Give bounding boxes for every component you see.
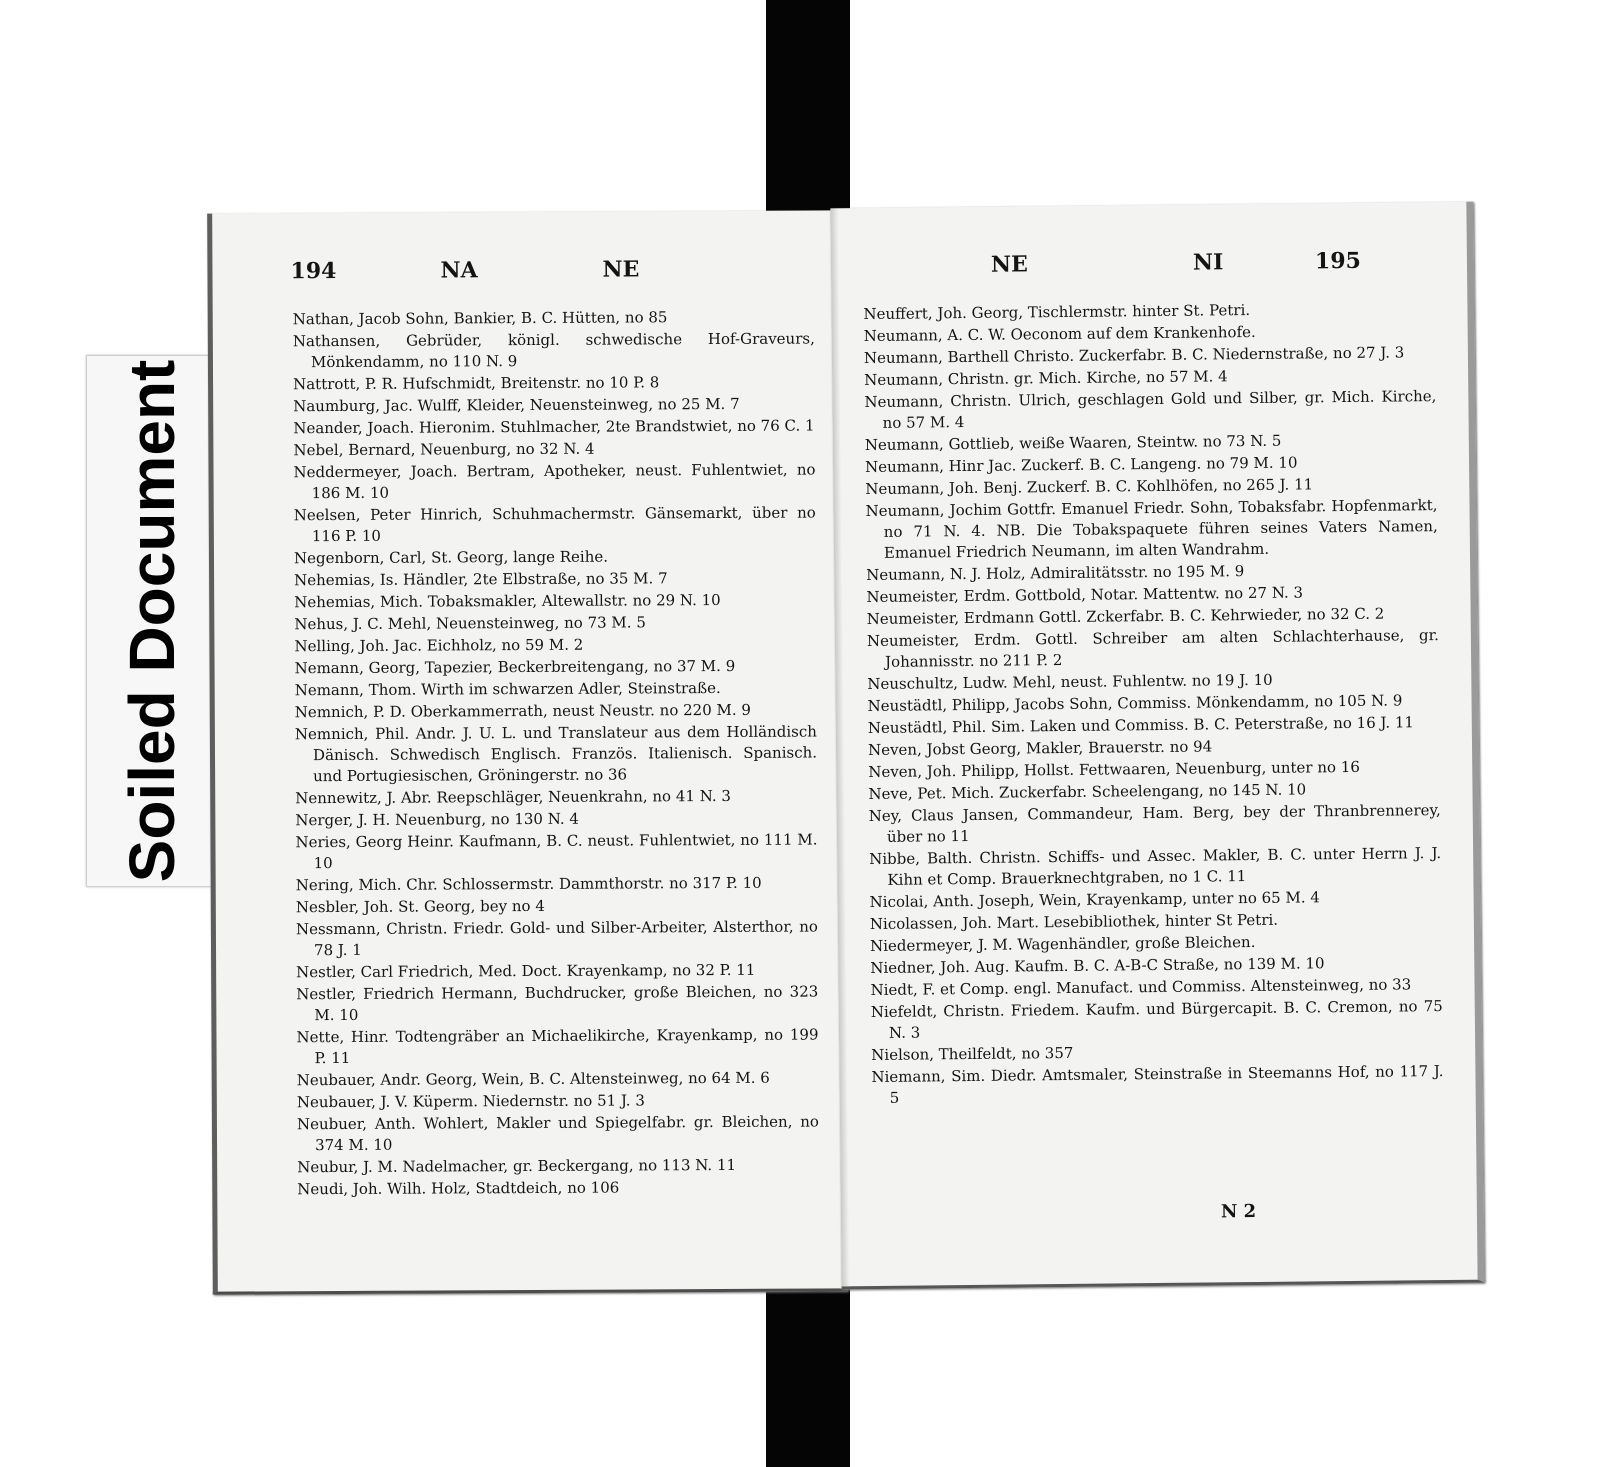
directory-entry: Nering, Mich. Chr. Schlossermstr. Dammthorstr. no 317 P. 10 — [295, 873, 762, 895]
directory-entry: Neelsen, Peter Hinrich, Schuhmachermstr. Gänsemarkt, über no 116 P. 10 — [293, 503, 816, 546]
directory-entry: Nemann, Thom. Wirth im schwarzen Adler, Steinstraße. — [294, 678, 721, 700]
directory-entry: Neven, Jobst Georg, Makler, Brauerstr. no 94 — [867, 737, 1213, 760]
directory-entry: Nibbe, Balth. Christn. Schiffs- und Assec. Makler, B. C. unter Herrn J. J. Kihn et Comp. Brauerknechtgraben, no 1 C. 11 — [869, 844, 1442, 889]
directory-entries — [863, 298, 1443, 1110]
directory-entry: Neve, Pet. Mich. Zuckerfabr. Scheelengang, no 145 N. 10 — [868, 780, 1307, 804]
directory-entry: Nattrott, P. R. Hufschmidt, Breitenstr. no 10 P. 8 — [293, 373, 660, 394]
directory-entry: Neumann, Joh. Benj. Zuckerf. B. C. Kohlhöfen, no 265 J. 11 — [865, 475, 1314, 499]
directory-entry: Nielson, Theilfeldt, no 357 — [871, 1043, 1074, 1065]
directory-entry: Neuffert, Joh. Georg, Tischlermstr. hinter St. Petri. — [863, 301, 1251, 324]
directory-entry: Nebel, Bernard, Neuenburg, no 32 N. 4 — [293, 439, 595, 460]
directory-entry: Neumeister, Erdm. Gottbold, Notar. Mattentw. no 27 N. 3 — [866, 583, 1304, 607]
directory-entry: Nemnich, Phil. Andr. J. U. L. und Translateur aus dem Holländisch Dänisch. Schwedisch Englisch. Französ. Italienisch. Spanisch. und Portugiesischen, Gröningerstr. no 36 — [294, 722, 818, 786]
directory-entry: Nemann, Georg, Tapezier, Beckerbreitengang, no 37 M. 9 — [294, 656, 736, 678]
running-head-right: NE — [602, 256, 640, 283]
directory-entry: Ney, Claus Jansen, Commandeur, Ham. Berg, bey der Thranbrennerey, über no 11 — [868, 801, 1441, 846]
directory-entry: Nestler, Friedrich Hermann, Buchdrucker, große Bleichen, no 323 M. 10 — [296, 982, 819, 1025]
directory-entry: Nicolai, Anth. Joseph, Wein, Krayenkamp, unter no 65 M. 4 — [869, 888, 1320, 912]
running-head-right: NI — [1192, 249, 1224, 276]
directory-entry: Neander, Joach. Hieronim. Stuhlmacher, 2te Brandstwiet, no 76 C. 1 — [293, 416, 815, 438]
directory-entry: Nesbler, Joh. St. Georg, bey no 4 — [295, 896, 545, 917]
directory-entry: Neumann, Jochim Gottfr. Emanuel Friedr. Sohn, Tobaksfabr. Hopfenmarkt, no 71 N. 4. NB. Die Tobakspaquete führen seines Vaters Namen, Emanuel Friedrich Neumann, im alten Wandrahm. — [865, 496, 1438, 562]
directory-entry: Neddermeyer, Joach. Bertram, Apotheker, neust. Fuhlentwiet, no 186 M. 10 — [293, 460, 816, 503]
directory-entry: Nehemias, Is. Händler, 2te Elbstraße, no 35 M. 7 — [294, 569, 668, 590]
directory-entry: Nicolassen, Joh. Mart. Lesebibliothek, hinter St Petri. — [869, 910, 1279, 934]
directory-entry: Niefeldt, Christn. Friedem. Kaufm. und Bürgercapit. B. C. Cremon, no 75 N. 3 — [870, 997, 1443, 1042]
directory-entry: Niedermeyer, J. M. Wagenhändler, große Bleichen. — [869, 932, 1256, 956]
label-text: Soiled Document — [116, 359, 188, 883]
directory-entry: Neumann, Christn. Ulrich, geschlagen Gold und Silber, gr. Mich. Kirche, no 57 M. 4 — [864, 387, 1437, 432]
directory-entry: Neumann, Christn. gr. Mich. Kirche, no 57 M. 4 — [864, 367, 1228, 390]
signature-mark: N 2 — [1220, 1200, 1257, 1223]
directory-entry: Neumann, N. J. Holz, Admiralitätsstr. no 195 M. 9 — [866, 562, 1245, 585]
directory-entry: Nette, Hinr. Todtengräber an Michaelikirche, Krayenkamp, no 199 P. 11 — [296, 1025, 819, 1068]
directory-entry: Nestler, Carl Friedrich, Med. Doct. Krayenkamp, no 32 P. 11 — [296, 960, 756, 982]
directory-entry: Neven, Joh. Philipp, Hollst. Fettwaaren, Neuenburg, unter no 16 — [868, 757, 1360, 782]
directory-entry: Nessmann, Christn. Friedr. Gold- und Silber-Arbeiter, Alsterthor, no 78 J. 1 — [295, 917, 818, 960]
directory-entry: Nehus, J. C. Mehl, Neuensteinweg, no 73 M. 5 — [294, 613, 646, 634]
left-page — [207, 210, 848, 1294]
directory-entry: Neubuer, Anth. Wohlert, Makler und Spiegelfabr. gr. Bleichen, no 374 M. 10 — [296, 1112, 819, 1155]
directory-entry: Neumeister, Erdmann Gottl. Zckerfabr. B. C. Kehrwieder, no 32 C. 2 — [866, 604, 1385, 629]
soiled-document-label — [86, 355, 218, 887]
directory-entry: Negenborn, Carl, St. Georg, lange Reihe. — [293, 547, 609, 568]
running-head-left: NA — [440, 257, 478, 284]
directory-entry: Neumann, Barthell Christo. Zuckerfabr. B. C. Niedernstraße, no 27 J. 3 — [863, 343, 1405, 368]
directory-entry: Neubauer, Andr. Georg, Wein, B. C. Altensteinweg, no 64 M. 6 — [296, 1068, 770, 1090]
page-header — [831, 247, 1467, 284]
directory-entry: Neubauer, J. V. Küperm. Niedernstr. no 51 J. 3 — [296, 1091, 645, 1112]
directory-entry: Neumeister, Erdm. Gottl. Schreiber am alten Schlachterhause, gr. Johannisstr. no 211 P. 2 — [866, 626, 1439, 671]
directory-entry: Neumann, A. C. W. Oeconom auf dem Krankenhofe. — [863, 322, 1256, 346]
directory-entry: Nerger, J. H. Neuenburg, no 130 N. 4 — [295, 809, 579, 830]
right-page — [830, 202, 1484, 1290]
directory-entry: Nelling, Joh. Jac. Eichholz, no 59 M. 2 — [294, 635, 584, 656]
directory-entry: Neudi, Joh. Wilh. Holz, Stadtdeich, no 106 — [297, 1178, 620, 1199]
directory-entry: Neustädtl, Phil. Sim. Laken und Commiss. B. C. Peterstraße, no 16 J. 11 — [867, 713, 1415, 738]
directory-entry: Neubur, J. M. Nadelmacher, gr. Beckergang, no 113 N. 11 — [297, 1155, 737, 1177]
directory-entry: Naumburg, Jac. Wulff, Kleider, Neuensteinweg, no 25 M. 7 — [293, 394, 740, 416]
binding-strap-top — [766, 0, 850, 235]
page-number: 194 — [290, 257, 337, 285]
directory-entry: Niedt, F. et Comp. engl. Manufact. und Commiss. Altensteinweg, no 33 — [870, 975, 1412, 1000]
directory-entry: Nathan, Jacob Sohn, Bankier, B. C. Hütten, no 85 — [292, 308, 668, 329]
directory-entry: Nathansen, Gebrüder, königl. schwedische Hof-Graveurs, Mönkendamm, no 110 N. 9 — [292, 329, 815, 372]
directory-entry: Neustädtl, Philipp, Jacobs Sohn, Commiss. Mönkendamm, no 105 N. 9 — [867, 691, 1403, 716]
directory-entries — [293, 306, 820, 1201]
directory-entry: Nehemias, Mich. Tobaksmakler, Altewallstr. no 29 N. 10 — [294, 590, 721, 612]
directory-entry: Neumann, Hinr Jac. Zuckerf. B. C. Langeng. no 79 M. 10 — [864, 453, 1298, 477]
directory-entry: Niedner, Joh. Aug. Kaufm. B. C. A-B-C Straße, no 139 M. 10 — [870, 954, 1325, 978]
running-head-left: NE — [990, 251, 1028, 278]
directory-entry: Nemnich, P. D. Oberkammerrath, neust Neustr. no 220 M. 9 — [294, 700, 751, 722]
directory-entry: Neuschultz, Ludw. Mehl, neust. Fuhlentw. no 19 J. 10 — [867, 670, 1273, 694]
page-header — [212, 255, 842, 288]
page-number: 195 — [1314, 247, 1362, 275]
directory-entry: Neumann, Gottlieb, weiße Waaren, Steintw. no 73 N. 5 — [864, 431, 1282, 455]
directory-entry: Nennewitz, J. Abr. Reepschläger, Neuenkrahn, no 41 N. 3 — [295, 786, 731, 808]
directory-entry: Neries, Georg Heinr. Kaufmann, B. C. neust. Fuhlentwiet, no 111 M. 10 — [295, 830, 818, 873]
directory-entry: Niemann, Sim. Diedr. Amtsmaler, Steinstraße in Steemanns Hof, no 117 J. 5 — [871, 1062, 1444, 1107]
